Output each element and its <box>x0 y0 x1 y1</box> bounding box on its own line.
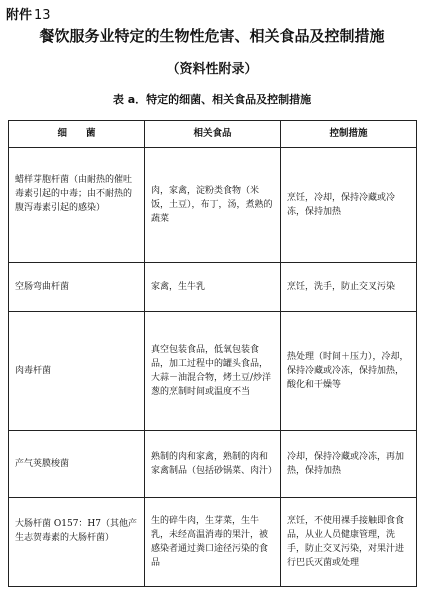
table-row <box>9 498 417 587</box>
bacterium-text: 蜡样芽胞杆菌（由耐热的催吐毒素引起的中毒；由不耐热的腹泻毒素引起的感染） <box>15 175 133 213</box>
controls-cell: 热处理（时间＋压力），冷却，保持冷藏或冷冻，保持加热，酸化和干燥等 <box>281 312 417 431</box>
foods-cell: 生的碎牛肉，生芽菜，生牛乳，未经高温消毒的果汁，被感染者通过粪口途径污染的食品 <box>145 498 281 587</box>
table-row <box>9 263 417 312</box>
bacteria-table <box>8 120 417 587</box>
bacterium-cell <box>9 263 145 312</box>
bacterium-cell <box>9 498 145 587</box>
bacterium-cell <box>9 431 145 498</box>
table-row <box>9 148 417 263</box>
controls-cell: 烹饪，不使用裸手接触即食食品，从业人员健康管理，洗手，防止交叉污染，对果汁进行巴氏灭菌或处理 <box>281 498 417 587</box>
bacterium-text: 大肠杆菌 O157：H7（其他产生志贺毒素的大肠杆菌） <box>15 519 137 543</box>
column-header-foods: 相关食品 <box>145 121 281 148</box>
controls-cell: 冷却，保持冷藏或冷冻，再加热，保持加热 <box>281 431 417 498</box>
table-header-row <box>9 121 417 148</box>
table-row <box>9 312 417 431</box>
foods-cell: 熟制的肉和家禽，熟制的肉和家禽制品（包括砂锅菜、肉汁） <box>145 431 281 498</box>
foods-cell: 真空包装食品，低氧包装食品，加工过程中的罐头食品，大蒜－油混合物，烤土豆/炒洋葱的烹制时间或温度不当 <box>145 312 281 431</box>
page-title: 餐饮服务业特定的生物性危害、相关食品及控制措施 <box>39 27 385 45</box>
bacterium-text: 空肠弯曲杆菌 <box>15 282 70 292</box>
page-subtitle: （资料性附录） <box>166 62 258 77</box>
foods-cell: 家禽，生牛乳 <box>145 263 281 312</box>
foods-cell: 肉，家禽，淀粉类食物（米饭，土豆），布丁，汤，煮熟的蔬菜 <box>145 148 281 263</box>
annex-label-text: 附件 <box>6 8 33 23</box>
bacterium-cell <box>9 148 145 263</box>
annex-number: 13 <box>34 8 51 23</box>
bacterium-cell <box>9 312 145 431</box>
controls-cell: 烹饪，冷却，保持冷藏或冷冻，保持加热 <box>281 148 417 263</box>
table-caption: 表 a．特定的细菌、相关食品及控制措施 <box>112 93 312 106</box>
annex-label <box>6 4 51 23</box>
bacterium-text: 产气荚膜梭菌 <box>15 459 70 469</box>
column-header-controls: 控制措施 <box>281 121 417 148</box>
controls-cell: 烹饪，洗手，防止交叉污染 <box>281 263 417 312</box>
bacterium-text: 肉毒杆菌 <box>15 366 52 376</box>
column-header-bacterium: 细 菌 <box>9 121 145 148</box>
table-row <box>9 431 417 498</box>
